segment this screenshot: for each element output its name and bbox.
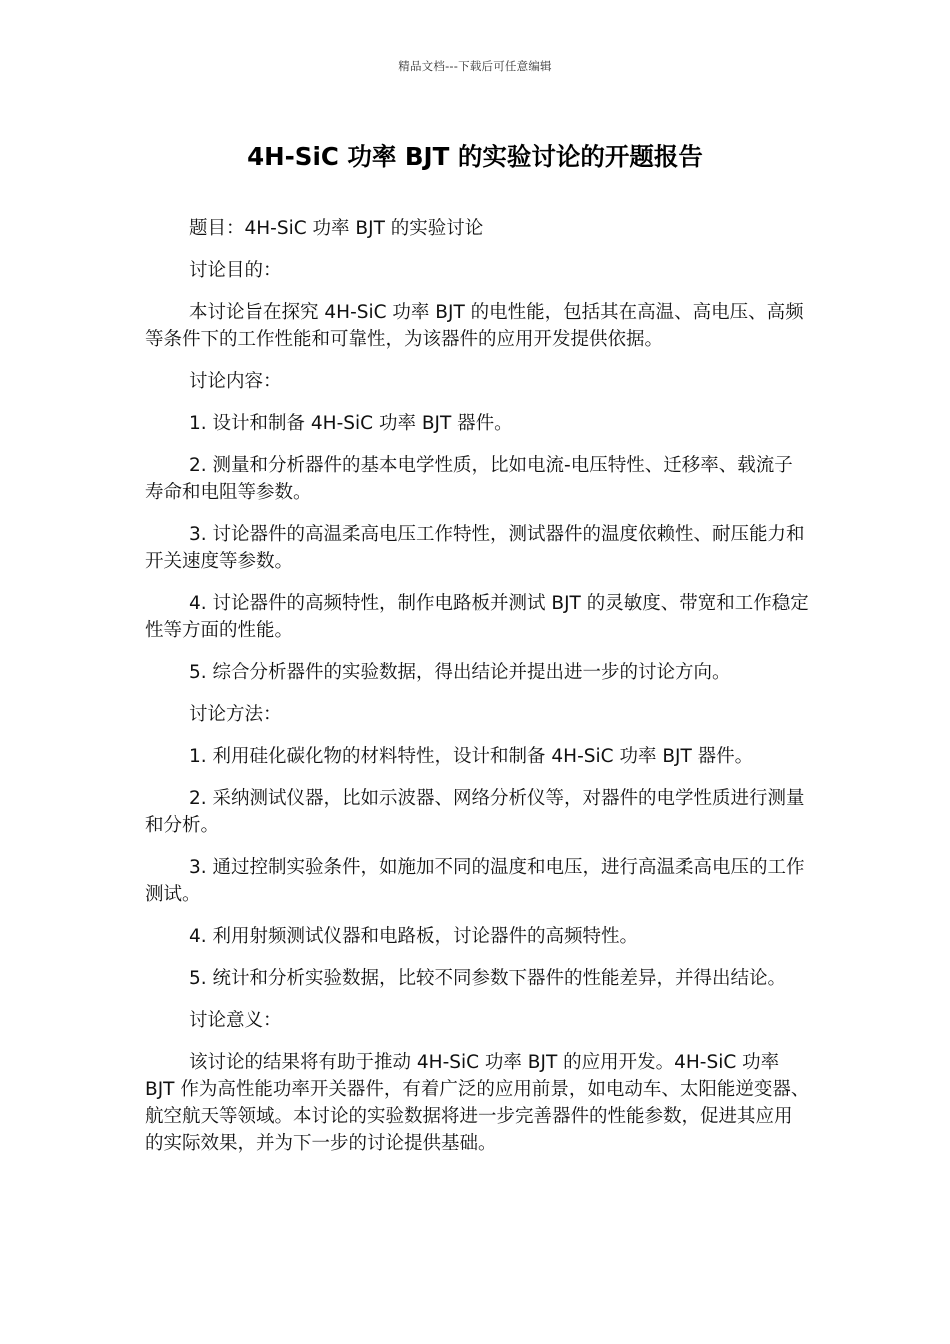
document-title: 4H-SiC 功率 BJT 的实验讨论的开题报告 <box>247 142 703 171</box>
topic-line: 题目：4H-SiC 功率 BJT 的实验讨论 <box>189 218 484 239</box>
content-item-3: 3. 讨论器件的高温柔高电压工作特性，测试器件的温度依赖性、耐压能力和开关速度等参数。 <box>145 524 805 572</box>
method-item-2: 2. 采纳测试仪器，比如示波器、网络分析仪等，对器件的电学性质进行测量和分析。 <box>145 788 805 836</box>
purpose-paragraph: 本讨论旨在探究 4H-SiC 功率 BJT 的电性能，包括其在高温、高电压、高频等条件下的工作性能和可靠性，为该器件的应用开发提供依据。 <box>145 302 804 350</box>
method-item-3: 3. 通过控制实验条件，如施加不同的温度和电压，进行高温柔高电压的工作测试。 <box>145 857 805 905</box>
section-heading-content: 讨论内容： <box>189 371 282 392</box>
content-item-5: 5. 综合分析器件的实验数据，得出结论并提出进一步的讨论方向。 <box>189 662 731 683</box>
content-item-2: 2. 测量和分析器件的基本电学性质，比如电流-电压特性、迁移率、载流子寿命和电阻等参数。 <box>145 455 793 503</box>
section-heading-method: 讨论方法： <box>189 704 282 725</box>
significance-paragraph: 该讨论的结果将有助于推动 4H-SiC 功率 BJT 的应用开发。4H-SiC 功率 BJT 作为高性能功率开关器件，有着广泛的应用前景，如电动车、太阳能逆变器、航空航天等领域。本讨论的实验数据将进一步完善器件的性能参数，促进其应用的实际效果，并为下一步的讨论提供基础。 <box>145 1052 810 1154</box>
document-body <box>145 215 810 1172</box>
section-heading-purpose: 讨论目的： <box>189 260 282 281</box>
content-item-1: 1. 设计和制备 4H-SiC 功率 BJT 器件。 <box>189 413 513 434</box>
method-item-5: 5. 统计和分析实验数据，比较不同参数下器件的性能差异，并得出结论。 <box>189 968 787 989</box>
method-item-1: 1. 利用硅化碳化物的材料特性，设计和制备 4H-SiC 功率 BJT 器件。 <box>189 746 754 767</box>
section-heading-significance: 讨论意义： <box>189 1010 282 1031</box>
header-note: 精品文档---下载后可任意编辑 <box>398 59 552 73</box>
content-item-4: 4. 讨论器件的高频特性，制作电路板并测试 BJT 的灵敏度、带宽和工作稳定性等方面的性能。 <box>145 593 809 641</box>
method-item-4: 4. 利用射频测试仪器和电路板，讨论器件的高频特性。 <box>189 926 639 947</box>
